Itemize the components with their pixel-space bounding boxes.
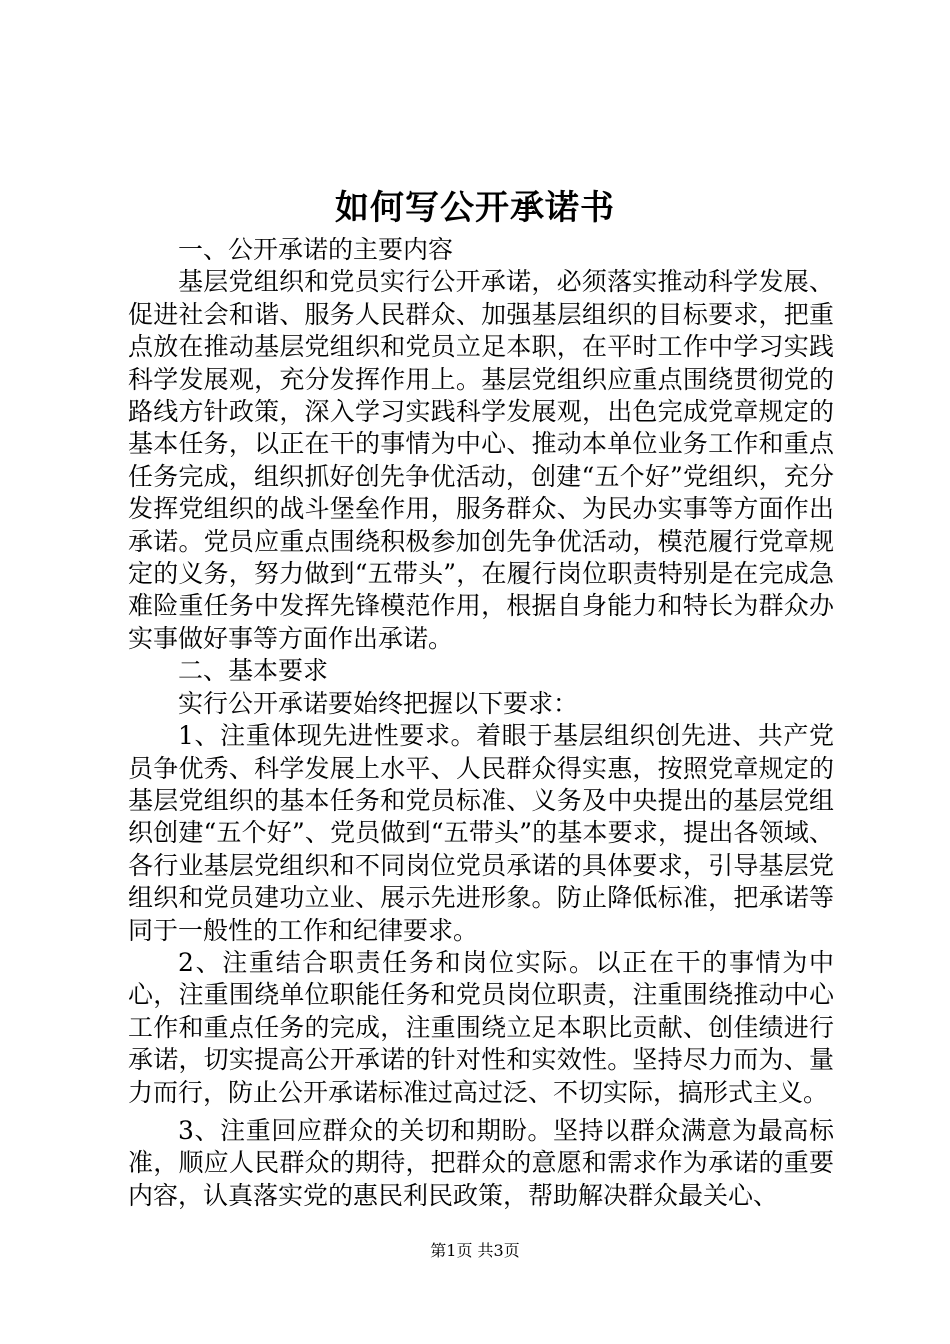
document-title: 如何写公开承诺书 [335,188,615,228]
section-heading-1: 一、公开承诺的主要内容 [178,235,454,264]
paragraph: 实行公开承诺要始终把握以下要求： [178,688,579,718]
page-footer: 第1页 共3页 [430,1241,520,1260]
document-body [128,234,834,1212]
list-item-3: 3、注重回应群众的关切和期盼。坚持以群众满意为最高标准，顺应人民群众的期待，把群众的意愿和需求作为承诺的重要内容，认真落实党的惠民利民政策，帮助解决群众最关心、 [128,1115,834,1210]
list-item-1: 1、注重体现先进性要求。着眼于基层组织创先进、共产党员争优秀、科学发展上水平、人民群众得实惠，按照党章规定的基层党组织的基本任务和党员标准、义务及中央提出的基层党组织创建“五个好”、党员做到“五带头”的基本要求，提出各领域、各行业基层党组织和不同岗位党员承诺的具体要求，引导基层党组织和党员建功立业、展示先进形象。防止降低标准，把承诺等同于一般性的工作和纪律要求。 [128,721,834,945]
section-heading-2: 二、基本要求 [178,656,329,686]
list-item-2: 2、注重结合职责任务和岗位实际。以正在干的事情为中心，注重围绕单位职能任务和党员岗位职责，注重围绕推动中心工作和重点任务的完成，注重围绕立足本职比贡献、创佳绩进行承诺，切实提高公开承诺的针对性和实效性。坚持尽力而为、量力而行，防止公开承诺标准过高过泛、不切实际，搞形式主义。 [128,947,834,1107]
paragraph: 基层党组织和党员实行公开承诺，必须落实推动科学发展、促进社会和谐、服务人民群众、加强基层组织的目标要求，把重点放在推动基层党组织和党员立足本职，在平时工作中学习实践科学发展观，充分发挥作用上。基层党组织应重点围绕贯彻党的路线方针政策，深入学习实践科学发展观，出色完成党章规定的基本任务，以正在干的事情为中心、推动本单位业务工作和重点任务完成，组织抓好创先争优活动，创建“五个好”党组织，充分发挥党组织的战斗堡垒作用，服务群众、为民办实事等方面作出承诺。党员应重点围绕积极参加创先争优活动，模范履行党章规定的义务，努力做到“五带头”，在履行岗位职责特别是在完成急难险重任务中发挥先锋模范作用，根据自身能力和特长为群众办实事做好事等方面作出承诺。 [128,267,834,653]
